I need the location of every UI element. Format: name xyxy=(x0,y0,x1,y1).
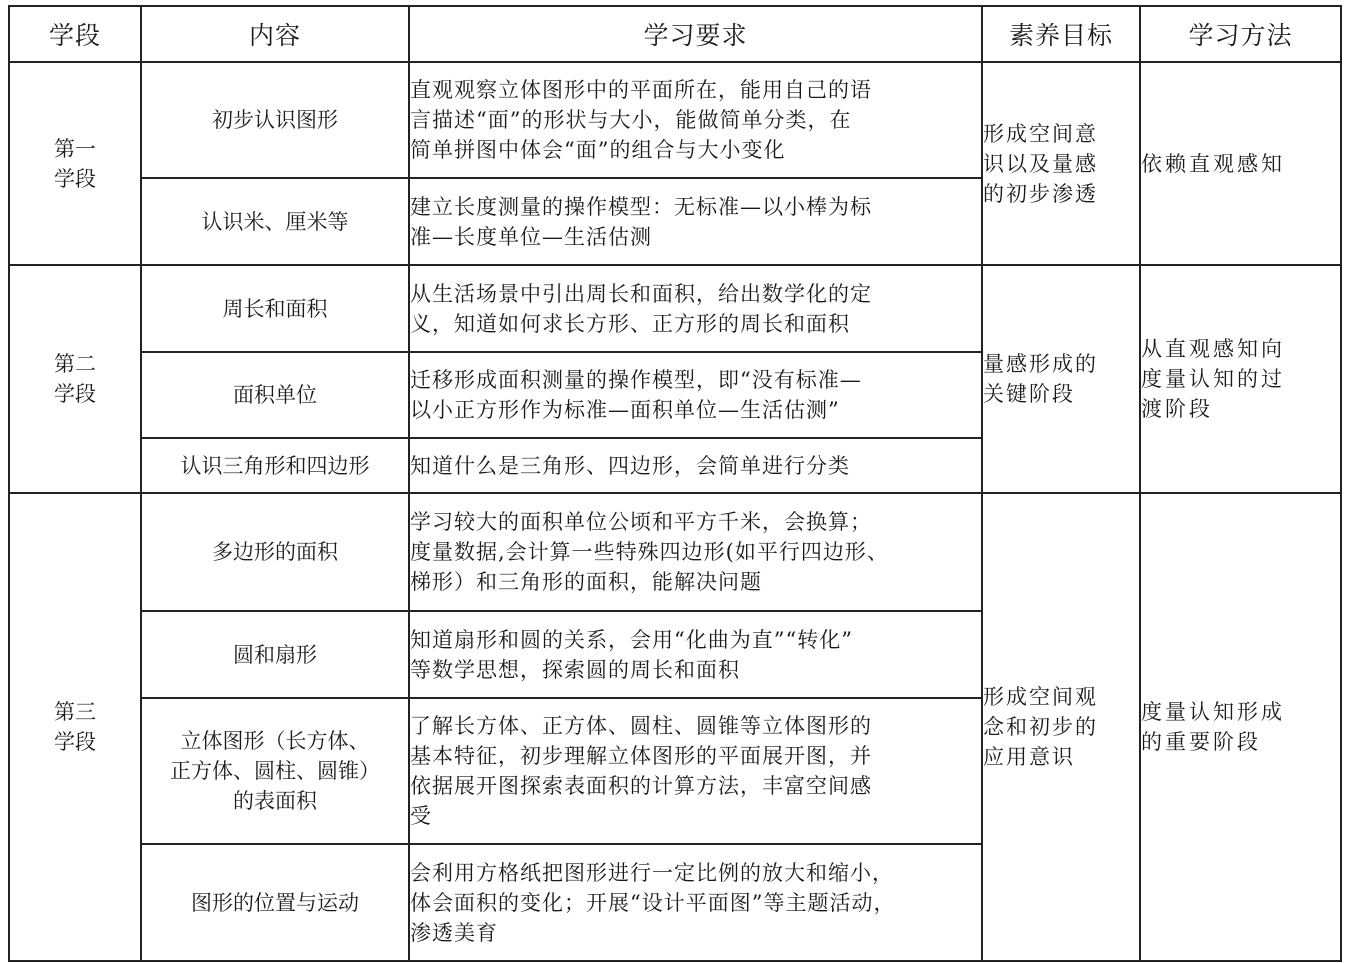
header-method: 学习方法 xyxy=(1140,6,1341,62)
content-cell xyxy=(141,698,409,844)
requirement-cell xyxy=(409,178,982,265)
literacy-cell-line: 形成空间意 xyxy=(983,121,1098,146)
literacy-cell xyxy=(982,265,1140,493)
requirement-cell-line: 度量数据,会计算一些特殊四边形(如平行四边形、 xyxy=(410,540,889,564)
content-cell xyxy=(141,62,409,178)
requirement-cell-line: 会利用方格纸把图形进行一定比例的放大和缩小， xyxy=(410,860,894,885)
stage-cell-line: 第二 xyxy=(54,352,96,376)
content-cell xyxy=(141,265,409,352)
requirement-cell-line: 受 xyxy=(410,804,432,828)
content-cell-line: 面积单位 xyxy=(233,383,317,407)
curriculum-table xyxy=(8,5,1342,962)
requirement-cell-line: 直观观察立体图形中的平面所在，能用自己的语 xyxy=(410,78,872,102)
table-row xyxy=(9,493,1341,611)
header-content: 内容 xyxy=(141,6,409,62)
content-cell-line: 周长和面积 xyxy=(222,296,328,321)
header-requirements: 学习要求 xyxy=(409,6,982,62)
requirement-cell xyxy=(409,698,982,844)
method-cell-line: 依赖直观感知 xyxy=(1141,151,1285,176)
requirement-cell-line: 学习较大的面积单位公顷和平方千米，会换算； xyxy=(410,510,872,534)
literacy-cell-line: 识以及量感 xyxy=(983,151,1098,176)
requirement-cell-line: 迁移形成面积测量的操作模型，即“没有标准— xyxy=(410,368,862,392)
content-cell-line: 多边形的面积 xyxy=(212,540,338,564)
header-stage: 学段 xyxy=(9,6,141,62)
method-cell-line: 渡阶段 xyxy=(1141,397,1213,421)
content-cell-line: 认识三角形和四边形 xyxy=(180,453,370,478)
content-cell-line: 初步认识图形 xyxy=(212,108,338,132)
literacy-cell xyxy=(982,62,1140,265)
header-literacy: 素养目标 xyxy=(982,6,1140,62)
requirement-cell xyxy=(409,352,982,438)
method-cell xyxy=(1140,265,1341,493)
requirement-cell-line: 建立长度测量的操作模型：无标准—以小棒为标 xyxy=(410,194,872,219)
literacy-cell-line: 应用意识 xyxy=(983,745,1075,769)
content-cell xyxy=(141,844,409,961)
method-cell xyxy=(1140,62,1341,265)
stage-cell-line: 第三 xyxy=(54,700,96,724)
requirement-cell xyxy=(409,611,982,698)
content-cell xyxy=(141,493,409,611)
method-cell-line: 从直观感知向 xyxy=(1141,337,1285,361)
content-cell-line: 圆和扇形 xyxy=(233,642,317,667)
requirement-cell-line: 体会面积的变化；开展“设计平面图”等主题活动， xyxy=(410,890,896,915)
requirement-cell xyxy=(409,844,982,961)
stage-cell xyxy=(9,265,141,493)
content-cell-line: 认识米、厘米等 xyxy=(201,209,349,234)
method-cell-line: 度量认知形成 xyxy=(1141,700,1285,724)
requirement-cell-line: 准—长度单位—生活估测 xyxy=(410,224,652,249)
content-cell-line: 的表面积 xyxy=(233,789,317,813)
stage-cell-line: 学段 xyxy=(54,730,96,754)
method-cell-line: 度量认知的过 xyxy=(1141,367,1285,391)
stage-cell xyxy=(9,62,141,265)
content-cell xyxy=(141,611,409,698)
literacy-cell-line: 的初步渗透 xyxy=(983,181,1098,206)
method-cell xyxy=(1140,493,1341,961)
content-cell xyxy=(141,178,409,265)
stage-cell-line: 第一 xyxy=(54,136,96,161)
stage-cell-line: 学段 xyxy=(54,382,96,406)
literacy-cell-line: 念和初步的 xyxy=(983,715,1098,739)
requirement-cell-line: 以小正方形作为标准—面积单位—生活估测” xyxy=(410,398,840,422)
requirement-cell-line: 梯形）和三角形的面积，能解决问题 xyxy=(410,570,762,594)
stage-cell-line: 学段 xyxy=(54,166,96,191)
content-cell-line: 正方体、圆柱、圆锥） xyxy=(170,759,380,783)
requirement-cell-line: 知道扇形和圆的关系，会用“化曲为直”“转化” xyxy=(410,627,853,652)
requirement-cell-line: 依据展开图探索表面积的计算方法，丰富空间感 xyxy=(410,774,872,798)
requirement-cell-line: 基本特征，初步理解立体图形的平面展开图，并 xyxy=(410,744,872,768)
method-cell-line: 的重要阶段 xyxy=(1141,730,1261,754)
requirement-cell-line: 义，知道如何求长方形、正方形的周长和面积 xyxy=(410,311,850,336)
requirement-cell-line: 等数学思想，探索圆的周长和面积 xyxy=(410,657,740,682)
requirement-cell-line: 言描述“面”的形状与大小，能做简单分类，在 xyxy=(410,108,852,132)
requirement-cell-line: 简单拼图中体会“面”的组合与大小变化 xyxy=(410,138,786,162)
literacy-cell-line: 量感形成的 xyxy=(983,352,1098,376)
content-cell xyxy=(141,352,409,438)
content-cell xyxy=(141,438,409,493)
requirement-cell-line: 了解长方体、正方体、圆柱、圆锥等立体图形的 xyxy=(410,714,872,738)
requirement-cell-line: 知道什么是三角形、四边形，会简单进行分类 xyxy=(410,453,850,478)
requirement-cell-line: 从生活场景中引出周长和面积，给出数学化的定 xyxy=(410,281,872,306)
requirement-cell xyxy=(409,438,982,493)
stage-cell xyxy=(9,493,141,961)
content-cell-line: 图形的位置与运动 xyxy=(191,890,359,915)
requirement-cell xyxy=(409,493,982,611)
header-row xyxy=(9,6,1341,62)
requirement-cell-line: 渗透美育 xyxy=(410,920,498,945)
literacy-cell-line: 关键阶段 xyxy=(983,382,1075,406)
table-row xyxy=(9,62,1341,178)
literacy-cell xyxy=(982,493,1140,961)
literacy-cell-line: 形成空间观 xyxy=(983,685,1098,709)
content-cell-line: 立体图形（长方体、 xyxy=(180,729,370,753)
table-body xyxy=(9,6,1341,961)
requirement-cell xyxy=(409,62,982,178)
table-row xyxy=(9,265,1341,352)
requirement-cell xyxy=(409,265,982,352)
